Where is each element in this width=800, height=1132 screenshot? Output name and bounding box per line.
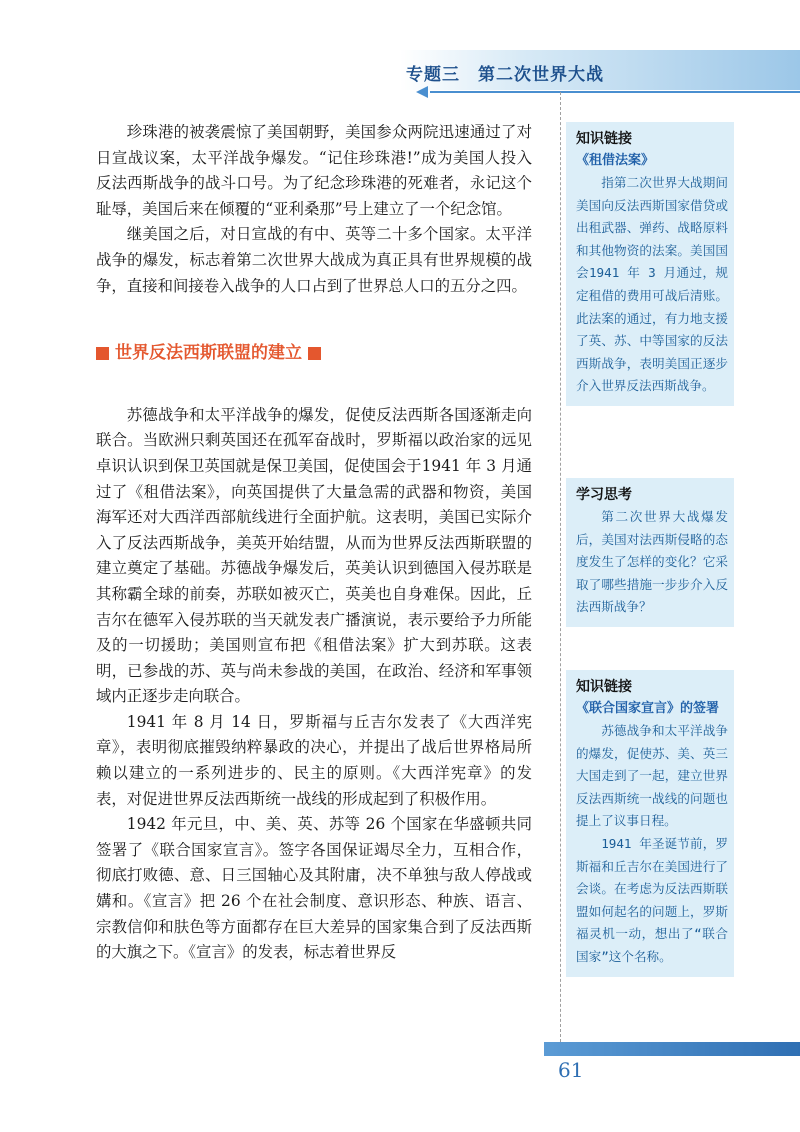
- paragraph: 珍珠港的被袭震惊了美国朝野，美国参众两院迅速通过了对日宣战议案，太平洋战争爆发。“记住珍珠港!”成为美国人投入反法西斯战争的战斗口号。为了纪念珍珠港的死难者，永记这个耻辱，美国后来在倾覆的“亚利桑那”号上建立了一个纪念馆。: [96, 123, 532, 218]
- paragraph: 1941 年 8 月 14 日，罗斯福与丘吉尔发表了《大西洋宪章》，表明彻底摧毁纳粹暴政的决心，并提出了战后世界格局所赖以建立的一系列进步的、民主的原则。《大西洋宪章》的发表，对促进世界反法西斯统一战线的形成起到了积极作用。: [96, 712, 532, 808]
- chapter-header-title: 专题三 第二次世界大战: [406, 65, 604, 85]
- sidebar-body: 1941 年圣诞节前，罗斯福和丘吉尔在美国进行了会谈。在考虑为反法西斯联盟如何起名的问题上，罗斯福灵机一动，想出了“联合国家”这个名称。: [576, 835, 728, 964]
- footer-bar: [544, 1042, 800, 1056]
- sidebar-heading: 学习思考: [576, 487, 632, 503]
- paragraph: 继美国之后，对日宣战的有中、英等二十多个国家。太平洋战争的爆发，标志着第二次世界大战成为真正具有世界规模的战争，直接和间接卷入战争的人口占到了世界总人口的五分之四。: [96, 225, 532, 295]
- main-text-column: [96, 120, 532, 966]
- sidebar-body: 第二次世界大战爆发后，美国对法西斯侵略的态度发生了怎样的变化？它采取了哪些措施一步步介入反法西斯战争？: [576, 509, 728, 615]
- paragraph: 1942 年元旦，中、美、英、苏等 26 个国家在华盛顿共同签署了《联合国家宣言》。签字各国保证竭尽全力，互相合作，彻底打败德、意、日三国轴心及其附庸，决不单独与敌人停战或媾和。《宣言》把 26 个在社会制度、意识形态、种族、语言、宗教信仰和肤色等方面都存在巨大差异的国家集合到了反法西斯的大旗之下。《宣言》的发表，标志着世界反: [96, 815, 532, 962]
- section-heading-text: 世界反法西斯联盟的建立: [115, 343, 302, 364]
- sidebar-subtitle: 《租借法案》: [576, 153, 655, 168]
- sidebar-heading: 知识链接: [576, 679, 632, 695]
- knowledge-link-box-lend-lease: [566, 122, 734, 406]
- study-think-box: [566, 478, 734, 627]
- column-divider: [560, 92, 561, 1052]
- sidebar-subtitle: 《联合国家宣言》的签署: [576, 701, 720, 716]
- square-bullet-icon: [308, 347, 321, 360]
- header-rule: [430, 91, 800, 93]
- sidebar-body: 指第二次世界大战期间美国向反法西斯国家借贷或出租武器、弹药、战略原料和其他物资的法案。美国国会1941 年 3 月通过，规定租借的费用可战后清账。此法案的通过，有力地支援了英、苏、中等国家的反法西斯战争，表明美国正逐步介入世界反法西斯战争。: [576, 175, 728, 394]
- paragraph: 苏德战争和太平洋战争的爆发，促使反法西斯各国逐渐走向联合。当欧洲只剩英国还在孤军奋战时，罗斯福以政治家的远见卓识认识到保卫英国就是保卫美国，促使国会于1941 年 3 月通过了《租借法案》，向英国提供了大量急需的武器和物资，美国海军还对大西洋西部航线进行全面护航。这表明，美国已实际介入了反法西斯战争，美英开始结盟，从而为世界反法西斯联盟的建立奠定了基础。苏德战争爆发后，英美认识到德国入侵苏联是其称霸全球的前奏，苏联如被灭亡，英美也自身难保。因此，丘吉尔在德军入侵苏联的当天就发表广播演说，表示要给予力所能及的一切援助；美国则宣布把《租借法案》扩大到苏联。这表明，已参战的苏、英与尚未参战的美国，在政治、经济和军事领域内正逐步走向联合。: [96, 405, 532, 706]
- header-arrow-icon: [416, 86, 428, 98]
- section-heading: [96, 341, 532, 367]
- square-bullet-icon: [96, 347, 109, 360]
- knowledge-link-box-declaration: [566, 670, 734, 977]
- page-number: 61: [558, 1058, 584, 1082]
- sidebar-heading: 知识链接: [576, 131, 632, 147]
- sidebar-body: 苏德战争和太平洋战争的爆发，促使苏、美、英三大国走到了一起，建立世界反法西斯统一战线的问题也提上了议事日程。: [576, 723, 728, 829]
